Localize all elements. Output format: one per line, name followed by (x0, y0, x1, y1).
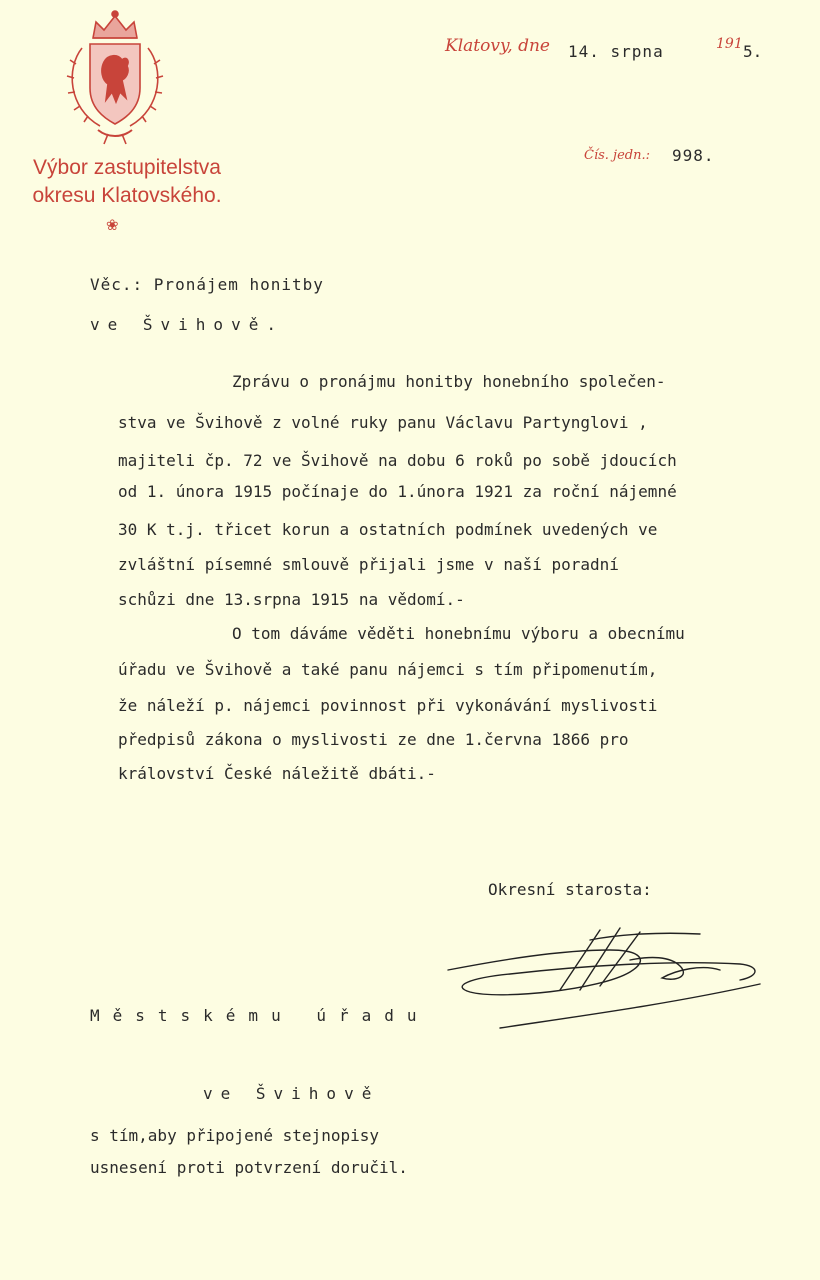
addressee-note-line-1: s tím,aby připojené stejnopisy (90, 1126, 379, 1145)
body-p1-line-2: stva ve Švihově z volné ruky panu Václavu Partynglovi , (118, 413, 648, 432)
body-p2-line-4: předpisů zákona o myslivosti ze dne 1.června 1866 pro (118, 730, 629, 749)
organization-line-1: Výbor zastupitelstva (33, 156, 221, 179)
body-p1-line-6: zvláštní písemné smlouvě přijali jsme v naší poradní (118, 555, 619, 574)
organization-line-2: okresu Klatovského. (32, 184, 222, 207)
body-p1-line-3: majiteli čp. 72 ve Švihově na dobu 6 roků po sobě jdoucích (118, 451, 677, 470)
body-p2-line-1: O tom dáváme věděti honebnímu výboru a obecnímu (232, 624, 685, 643)
addressee-line-2: ve Švihově (203, 1084, 380, 1103)
date-year-suffix: 5. (743, 42, 763, 61)
body-p1-line-5: 30 K t.j. třicet korun a ostatních podmínek uvedených ve (118, 520, 658, 539)
date-day-month: 14. srpna (568, 42, 664, 61)
date-year-prefix: 191 (716, 36, 743, 52)
body-p1-line-4: od 1. února 1915 počínaje do 1.února 1921 za roční nájemné (118, 482, 677, 501)
place-label: Klatovy, dne (445, 36, 550, 56)
addressee-note-line-2: usnesení proti potvrzení doručil. (90, 1158, 408, 1177)
reference-label: Čís. jedn.: (584, 148, 650, 163)
coat-of-arms-icon (60, 8, 170, 148)
closing-title: Okresní starosta: (488, 880, 652, 899)
body-p1-line-7: schůzi dne 13.srpna 1915 na vědomí.- (118, 590, 465, 609)
body-p2-line-3: že náleží p. nájemci povinnost při vykonávání myslivosti (118, 696, 658, 715)
organization-name (12, 154, 242, 210)
body-p1-line-1: Zprávu o pronájmu honitby honebního společen- (232, 372, 666, 391)
handwritten-signature (440, 920, 770, 1040)
flower-ornament-icon: ❀ (106, 216, 119, 234)
body-p2-line-2: úřadu ve Švihově a také panu nájemci s tím připomenutím, (118, 660, 658, 679)
subject-line-1: Věc.: Pronájem honitby (90, 275, 324, 294)
addressee-line-1: Městskému úřadu (90, 1006, 430, 1025)
body-p2-line-5: království České náležitě dbáti.- (118, 764, 436, 783)
subject-line-2: ve Švihově. (90, 315, 284, 334)
reference-number: 998. (672, 146, 715, 165)
